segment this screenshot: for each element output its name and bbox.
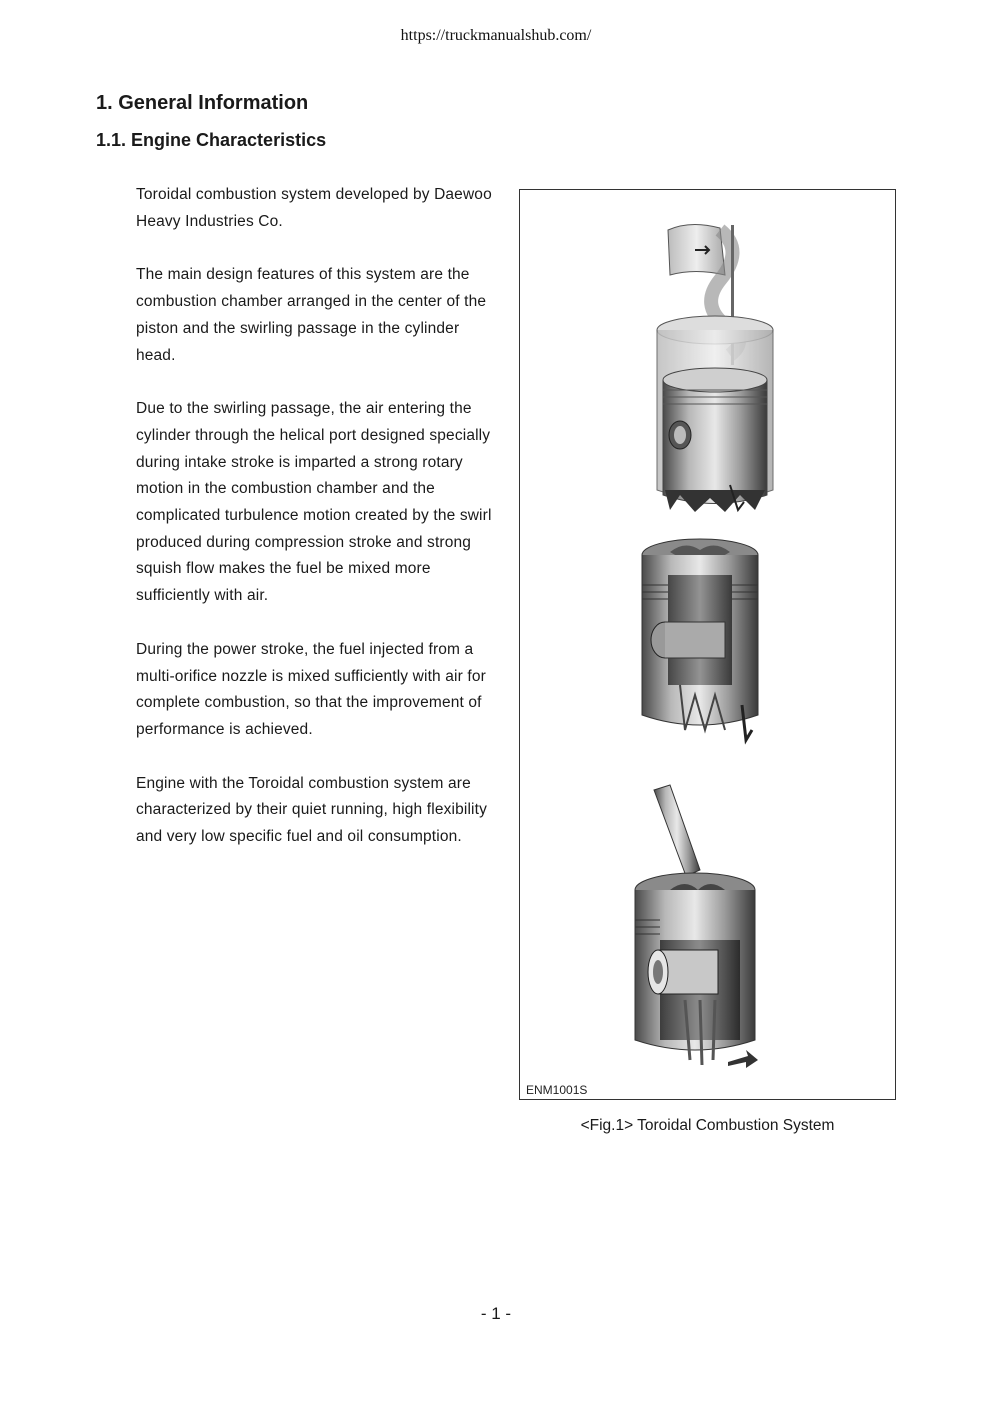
paragraph-1: Toroidal combustion system developed by Daewoo Heavy Industries Co. xyxy=(136,186,492,230)
piston-compression-icon xyxy=(642,539,758,740)
section-subtitle: 1.1. Engine Characteristics xyxy=(96,130,327,150)
paragraph-4: During the power stroke, the fuel injected from a multi-orifice nozzle is mixed sufficiently with air for complete combustion, so that the improvement of performance is achieved. xyxy=(136,640,486,738)
paragraph-5: Engine with the Toroidal combustion system are characterized by their quiet running, high flexibility and very low specific fuel and oil consumption. xyxy=(136,774,488,846)
page-number: - 1 - xyxy=(480,1304,512,1323)
piston-power-icon xyxy=(635,785,758,1068)
section-title: 1. General Information xyxy=(96,92,309,114)
piston-intake-icon xyxy=(657,224,773,512)
figure-code: ENM1001S xyxy=(526,1083,588,1097)
paragraph-3: Due to the swirling passage, the air entering the cylinder through the helical port designed specially during intake stroke is imparted a strong rotary motion in the combustion chamber and the complicated turbulence motion created by the swirl produced during compression stroke and strong squish flow makes the fuel be mixed more sufficiently with air. xyxy=(136,400,492,605)
body-text xyxy=(136,182,501,878)
source-url: https://truckmanualshub.com/ xyxy=(400,27,592,44)
figure-frame xyxy=(519,189,896,1100)
paragraph-2: The main design features of this system are the combustion chamber arranged in the center of the piston and the swirling passage in the cylinder head. xyxy=(136,266,487,364)
piston-illustration xyxy=(520,190,897,1101)
figure-caption: <Fig.1> Toroidal Combustion System xyxy=(580,1117,835,1134)
